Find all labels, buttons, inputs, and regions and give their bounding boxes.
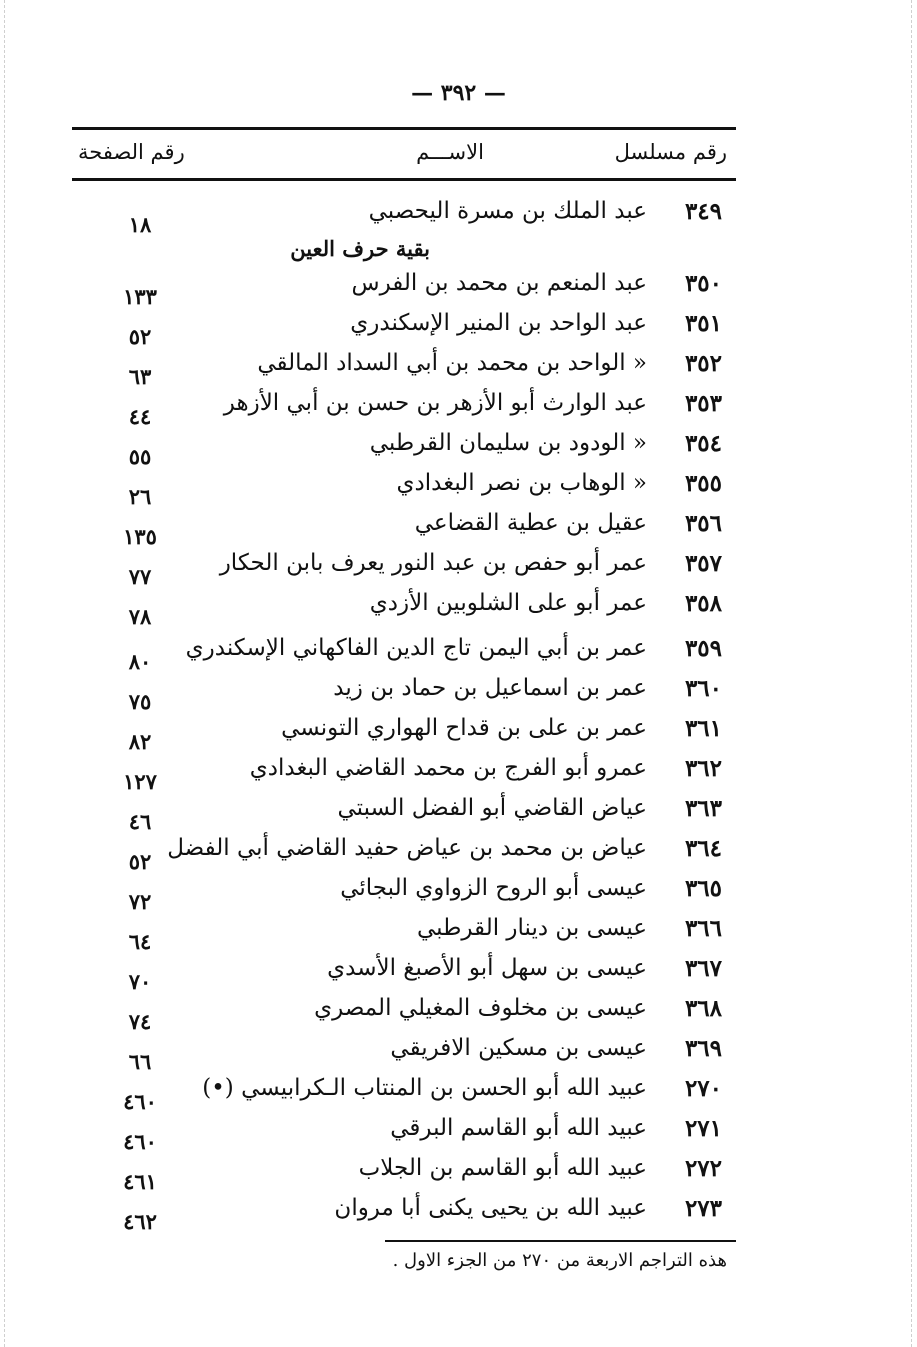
page-reference: ٧٢ xyxy=(128,889,152,914)
table-row xyxy=(0,715,917,753)
page-reference: ٤٦ xyxy=(128,809,152,834)
table-row xyxy=(0,875,917,913)
page-reference: ٢٦ xyxy=(128,484,152,509)
table-row xyxy=(0,390,917,428)
entry-name: عيسى بن سهل أبو الأصبغ الأسدي xyxy=(327,955,647,981)
serial-number: ٣٦٣ xyxy=(684,795,722,822)
serial-number: ٢٧٣ xyxy=(684,1195,722,1222)
page-number: — ٣٩٢ — xyxy=(411,80,506,106)
serial-number: ٢٧٠ xyxy=(684,1075,722,1102)
entry-name: « الواحد بن محمد بن أبي السداد المالقي xyxy=(257,350,647,376)
entry-name: عمرو أبو الفرج بن محمد القاضي البغدادي xyxy=(249,755,647,781)
serial-number: ٣٦٤ xyxy=(684,835,722,862)
page-reference: ٥٢ xyxy=(128,849,152,874)
entry-name: عبيد الله أبو القاسم بن الجلاب xyxy=(358,1155,647,1181)
page-reference: ٨٠ xyxy=(128,649,152,674)
page-reference: ٨٢ xyxy=(128,729,152,754)
page-reference: ٦٣ xyxy=(128,364,152,389)
serial-number: ٣٦٦ xyxy=(684,915,722,942)
serial-number: ٢٧٢ xyxy=(684,1155,722,1182)
serial-number: ٣٦٢ xyxy=(684,755,722,782)
page-reference: ٧٧ xyxy=(128,564,152,589)
serial-number: ٣٦٨ xyxy=(684,995,722,1022)
header-name: الاســـم xyxy=(416,140,484,164)
table-row xyxy=(0,995,917,1033)
page-reference: ٥٥ xyxy=(128,444,152,469)
serial-number: ٣٥٤ xyxy=(684,430,722,457)
entry-name: عبد المنعم بن محمد بن الفرس xyxy=(351,270,647,296)
entry-name: عيسى بن مسكين الافريقي xyxy=(390,1035,647,1061)
entry-name: عياض القاضي أبو الفضل السبتي xyxy=(337,795,647,821)
entry-name: عياض بن محمد بن عياض حفيد القاضي أبي الفضل xyxy=(167,835,647,861)
table-row xyxy=(0,1195,917,1233)
entry-name: عمر بن على بن قداح الهواري التونسي xyxy=(281,715,647,741)
table-row xyxy=(0,755,917,793)
table-row xyxy=(0,470,917,508)
page-reference: ١٣٣ xyxy=(123,284,157,309)
page-reference: ١٣٥ xyxy=(123,524,157,549)
page-reference: ٦٤ xyxy=(128,929,152,954)
serial-number: ٣٦٠ xyxy=(684,675,722,702)
table-row xyxy=(0,350,917,388)
serial-number: ٣٦٧ xyxy=(684,955,722,982)
table-row xyxy=(0,310,917,348)
table-row xyxy=(0,955,917,993)
entry-name: عيسى بن مخلوف المغيلي المصري xyxy=(314,995,647,1021)
header-rule xyxy=(72,178,736,181)
table-row xyxy=(0,1155,917,1193)
serial-number: ٣٥٣ xyxy=(684,390,722,417)
header-serial: رقم مسلسل xyxy=(614,140,727,164)
table-row xyxy=(0,550,917,588)
serial-number: ٣٦١ xyxy=(684,715,722,742)
serial-number: ٣٦٥ xyxy=(684,875,722,902)
page-reference: ١٢٧ xyxy=(123,769,157,794)
entry-name: « الوهاب بن نصر البغدادي xyxy=(396,470,647,496)
serial-number: ٣٥٧ xyxy=(684,550,722,577)
entry-name: عيسى بن دينار القرطبي xyxy=(416,915,647,941)
table-row xyxy=(0,795,917,833)
serial-number: ٣٥٩ xyxy=(684,635,722,662)
page-reference: ٥٢ xyxy=(128,324,152,349)
serial-number: ٣٤٩ xyxy=(684,198,722,225)
page-reference: ٧٥ xyxy=(128,689,152,714)
table-row xyxy=(0,590,917,628)
entry-name: عمر بن أبي اليمن تاج الدين الفاكهاني الإسكندري xyxy=(185,635,647,661)
table-row xyxy=(0,1035,917,1073)
serial-number: ٣٦٩ xyxy=(684,1035,722,1062)
page-reference: ٧٨ xyxy=(128,604,152,629)
entry-name: عبيد الله أبو القاسم البرقي xyxy=(390,1115,647,1141)
serial-number: ٣٥٦ xyxy=(684,510,722,537)
page-reference: ١٨ xyxy=(128,212,152,237)
table-row xyxy=(0,430,917,468)
entry-name: عمر أبو على الشلوبين الأزدي xyxy=(369,590,647,616)
footnote-rule xyxy=(385,1240,736,1242)
entry-name: عبد الواحد بن المنير الإسكندري xyxy=(350,310,647,336)
serial-number: ٣٥٥ xyxy=(684,470,722,497)
entry-name: عبد الوارث أبو الأزهر بن حسن بن أبي الأزهر xyxy=(223,390,647,416)
table-row xyxy=(0,198,917,236)
page-reference: ٤٦١ xyxy=(123,1169,157,1194)
page-reference: ٤٦٠ xyxy=(123,1089,157,1114)
entry-name: عمر أبو حفص بن عبد النور يعرف بابن الحكار xyxy=(219,550,647,576)
table-row xyxy=(0,635,917,673)
entry-name: عقيل بن عطية القضاعي xyxy=(414,510,647,536)
footnote: هذه التراجم الاربعة من ٢٧٠ من الجزء الاول . xyxy=(392,1250,727,1271)
entry-name: عبيد الله بن يحيى يكنى أبا مروان xyxy=(334,1195,647,1221)
entry-name: عيسى أبو الروح الزواوي البجائي xyxy=(340,875,647,901)
serial-number: ٣٥٢ xyxy=(684,350,722,377)
serial-number: ٣٥٨ xyxy=(684,590,722,617)
table-row xyxy=(0,835,917,873)
serial-number: ٣٥٠ xyxy=(684,270,722,297)
top-rule xyxy=(72,127,736,130)
serial-number: ٢٧١ xyxy=(684,1115,722,1142)
table-row xyxy=(0,915,917,953)
page-reference: ٤٦٠ xyxy=(123,1129,157,1154)
entry-name: عبيد الله أبو الحسن بن المنتاب الـكرابيسي (•) xyxy=(202,1075,647,1101)
page-reference: ٤٤ xyxy=(128,404,152,429)
page-reference: ٧٠ xyxy=(128,969,152,994)
table-row xyxy=(0,675,917,713)
page-reference: ٦٦ xyxy=(128,1049,152,1074)
table-row xyxy=(0,1115,917,1153)
entry-name: « الودود بن سليمان القرطبي xyxy=(369,430,647,456)
page-reference: ٧٤ xyxy=(128,1009,152,1034)
entry-name: عبد الملك بن مسرة اليحصبي xyxy=(368,198,647,224)
table-row xyxy=(0,510,917,548)
table-row xyxy=(0,270,917,308)
page-reference: ٤٦٢ xyxy=(123,1209,157,1234)
entry-name: عمر بن اسماعيل بن حماد بن زيد xyxy=(333,675,647,701)
section-heading: بقية حرف العين xyxy=(290,236,430,261)
header-page-number: رقم الصفحة xyxy=(78,140,185,164)
serial-number: ٣٥١ xyxy=(684,310,722,337)
table-row xyxy=(0,1075,917,1113)
